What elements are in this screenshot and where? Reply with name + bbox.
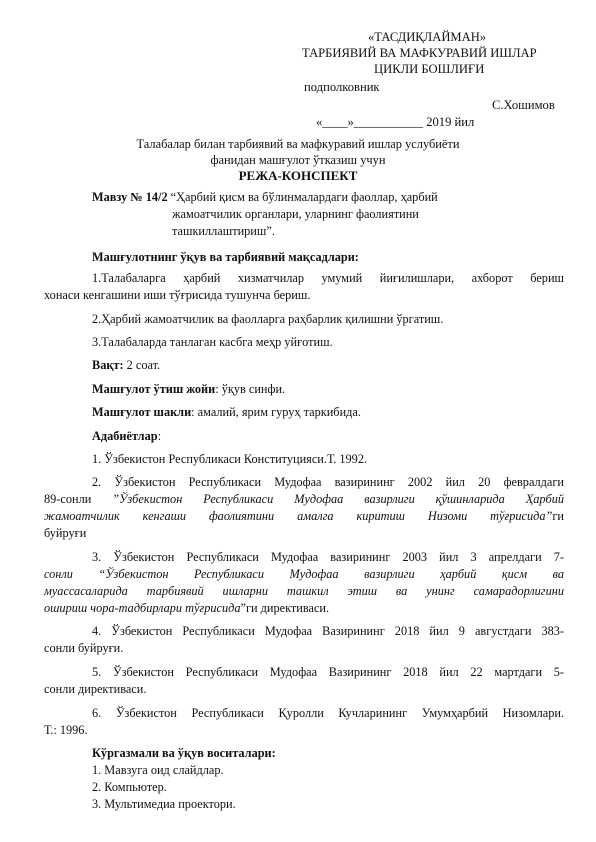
approval-date: «____»___________ 2019 йил [316,115,475,129]
goal-item-1a: 1.Талабаларга ҳарбий хизматчилар умумий йиғилишлари, ахборот бериш [92,271,564,285]
goals-heading: Машғулотнинг ўқув ва тарбиявий мақсадлари: [92,250,359,264]
page-title: РЕЖА-КОНСПЕКТ [238,168,358,183]
aids-item-3: 3. Мультимедиа проектори. [92,797,236,811]
literature-item-6-line1: 6. Ўзбекистон Республикаси Қуролли Кучларининг Умумҳарбий Низомлари. [92,706,564,720]
literature-item-6-line2: Т.: 1996. [44,723,88,737]
approval-stamp: «ТАСДИҚЛАЙМАН» [368,30,487,44]
approval-rank: подполковник [304,80,380,94]
topic-label: Мавзу № 14/2 [92,190,168,204]
approval-name: С.Хошимов [492,98,555,112]
literature-item-2-title-a: ”Ўзбекистон Республикаси Мудофаа вазирлиги қўшинларида Ҳарбий [112,492,564,506]
literature-label: Адабиётлар [92,429,158,443]
literature-item-4-line1: 4. Ўзбекистон Республикаси Мудофаа Вазирининг 2018 йил 9 августдаги 383- [92,624,564,638]
title-line1: Талабалар билан тарбиявий ва мафкуравий ишлар услубиёти [136,137,460,151]
aids-item-2: 2. Компьютер. [92,780,167,794]
literature-item-2-line1: 2. Ўзбекистон Республикаси Мудофаа вазирининг 2002 йил 20 февралдаги [92,475,564,489]
topic-text-1: “Ҳарбий қисм ва бўлинмалардаги фаоллар, ҳарбий [167,190,438,204]
literature-item-2-line3 [44,508,564,525]
goal-item-1b: хонаси кенгашини иши тўғрисида тушунча бериш. [44,288,311,302]
literature-item-5-line2: сонли директиваси. [44,682,147,696]
literature-item-2-title-b: жамоатчилик кенгаши фаолиятини амалга киритиш Низоми тўғрисида” [44,509,553,523]
literature-item-3-line4 [44,600,329,617]
topic-line1 [92,189,438,206]
time-row [92,357,160,374]
time-value: 2 соат. [123,358,161,372]
topic-text-3: ташкиллаштириш”. [172,224,275,238]
aids-heading: Кўргазмали ва ўқув воситалари: [92,746,276,760]
approval-line1: ТАРБИЯВИЙ ВА МАФКУРАВИЙ ИШЛАР [302,46,537,60]
literature-item-3-line1: 3. Ўзбекистон Республикаси Мудофаа вазирининг 2003 йил 3 апрелдаги 7- [92,550,564,564]
title-line2: фанидан машғулот ўтказиш учун [210,153,386,167]
approval-line2: ЦИКЛИ БОШЛИҒИ [374,62,485,76]
literature-item-4-line2: сонли буйруғи. [44,641,124,655]
literature-item-2-suffix: ги [552,509,564,523]
literature-item-2-line2 [44,491,564,508]
literature-item-3-suffix: ”ги директиваси. [240,601,330,615]
literature-item-1: 1. Ўзбекистон Республикаси Конституцияси.Т. 1992. [92,452,368,466]
literature-heading [92,428,161,445]
literature-item-2-line4: буйруғи [44,526,87,540]
form-value: : амалий, ярим гуруҳ таркибида. [191,405,361,419]
aids-item-1: 1. Мавзуга оид слайдлар. [92,763,224,777]
literature-colon: : [157,429,161,443]
goal-item-3: 3.Талабаларда танлаган касбга меҳр уйғотиш. [92,335,333,349]
form-row [92,404,361,421]
literature-item-2-number: 89-сонли [44,492,113,506]
literature-item-3-line2: сонли “Ўзбекистон Республикаси Мудофаа вазирлиги ҳарбий қисм ва [44,567,564,581]
place-label: Машғулот ўтиш жойи [92,382,216,396]
place-row [92,381,285,398]
literature-item-5-line1: 5. Ўзбекистон Республикаси Мудофаа Вазирининг 2018 йил 22 мартдаги 5- [92,665,564,679]
goal-item-2: 2.Ҳарбий жамоатчилик ва фаолларга раҳбарлик қилишни ўргатиш. [92,312,444,326]
literature-item-3-title-end: ошириш чора-тадбирлари тўғрисида [44,601,241,615]
time-label: Вақт: [92,358,124,372]
form-label: Машғулот шакли [92,405,192,419]
topic-text-2: жамоатчилик органлари, уларнинг фаолиятини [172,207,419,221]
place-value: : ўқув синфи. [215,382,286,396]
literature-item-3-line3: муассасаларида тарбиявий ишларни ташкил этиш ва унинг самарадорлигини [44,584,564,598]
